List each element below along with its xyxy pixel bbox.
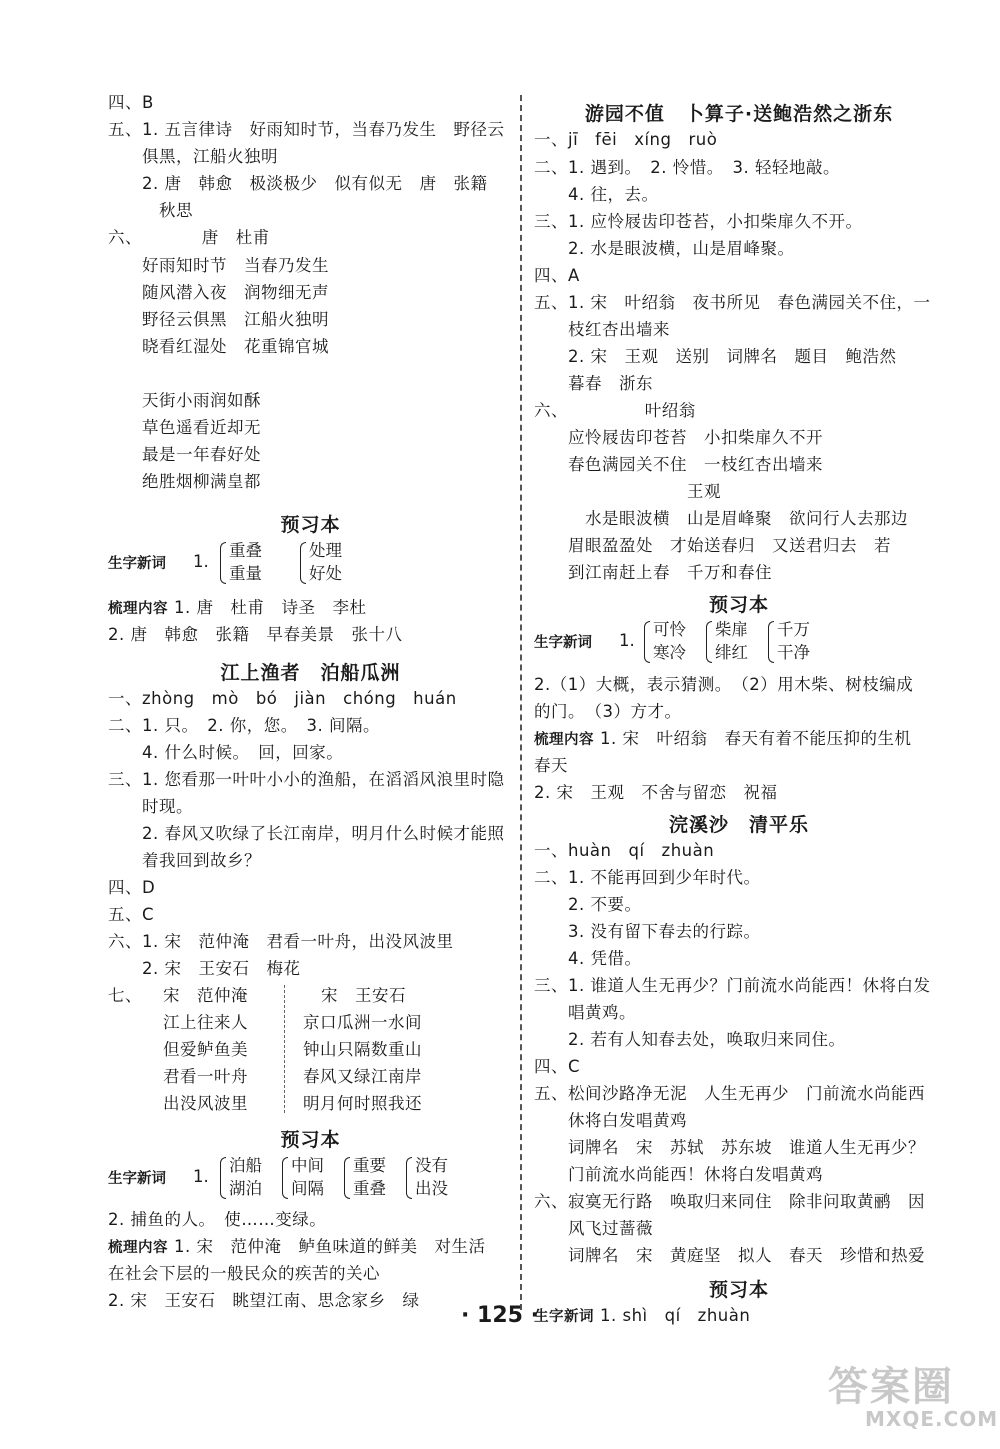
label-sort: 梳理内容 — [108, 1240, 168, 1256]
answer-line: 的门。 （3）方才。 — [534, 702, 682, 721]
section-heading: 游园不值 卜算子·送鲍浩然之浙东 — [584, 103, 894, 125]
new-words-row — [108, 1155, 508, 1203]
item-number: 1. — [619, 631, 635, 650]
answer-line: 4. 凭借。 — [534, 949, 642, 968]
answer-line: 一、jī fēi xíng ruò — [534, 130, 718, 149]
answer-line: 唱黄鸡。 — [534, 1003, 636, 1022]
brace-word: 绯红 — [715, 643, 748, 662]
new-words-row — [534, 619, 934, 667]
label-new-words: 生字新词 — [534, 1309, 594, 1325]
watermark-brand: 答案圈 — [828, 1364, 954, 1410]
brace-mark — [644, 621, 650, 663]
sort-line — [108, 597, 367, 620]
answer-line: 2. 水是眼波横，山是眉峰聚。 — [534, 239, 795, 258]
label-new-words: 生字新词 — [108, 556, 166, 572]
brace-word: 重量 — [229, 564, 262, 583]
answer-line: 词牌名 宋 黄庭坚 拟人 春天 珍惜和热爱 — [534, 1246, 925, 1265]
answer-line: 时现。 — [108, 797, 193, 816]
poem-line: 水是眼波横 山是眉峰聚 欲问行人去那边 — [534, 509, 908, 528]
answer-line: 2. 若有人知春去处，唤取归来同住。 — [534, 1030, 846, 1049]
watermark-domain: MXQE.COM — [865, 1407, 999, 1431]
answer-line: 休将白发唱黄鸡 — [534, 1111, 687, 1130]
poem-line: 天街小雨润如酥 — [108, 391, 261, 410]
answer-line: 2.（1）大概，表示猜测。 （2）用木柴、树枝编成 — [534, 675, 914, 694]
answer-line: 二、1. 只。 2. 你，您。 3. 间隔。 — [108, 716, 380, 735]
answer-line: 2. 不要。 — [534, 895, 642, 914]
answer-line: 2. 宋 王安石 梅花 — [108, 959, 301, 978]
poem-line: 随风潜入夜 润物细无声 — [108, 283, 329, 302]
poem-line: 到江南赶上春 千万和春住 — [534, 563, 772, 582]
answer-line: 四、B — [108, 93, 154, 112]
answer-line: 五、1. 宋 叶绍翁 夜书所见 春色满园关不住，一 — [534, 293, 931, 312]
poem-line: 春色满园关不住 一枝红杏出墙来 — [534, 455, 823, 474]
brace-word: 间隔 — [291, 1179, 324, 1198]
label-new-words: 生字新词 — [534, 635, 592, 651]
answer-line: 四、A — [534, 266, 580, 285]
label-sort: 梳理内容 — [534, 732, 594, 748]
poem-line: 明月何时照我还 — [303, 1094, 422, 1113]
answer-line: 五、C — [108, 905, 155, 924]
brace-word: 处理 — [309, 541, 342, 560]
brace-mark — [220, 542, 226, 584]
poem-line: 宋 王安石 — [321, 986, 406, 1005]
poem-line: 最是一年春好处 — [108, 445, 261, 464]
answer-line: 暮春 浙东 — [534, 374, 653, 393]
answer-line: 二、1. 遇到。 2. 怜惜。 3. 轻轻地敲。 — [534, 158, 840, 177]
answer-line: 六、 唐 杜甫 — [108, 228, 270, 247]
answer-line: 五、1. 五言律诗 好雨知时节，当春乃发生 野径云 — [108, 120, 505, 139]
page-number: · 125 · — [461, 1303, 539, 1328]
brace-mark — [768, 621, 774, 663]
brace-word: 出没 — [415, 1179, 448, 1198]
section-heading: 预习本 — [280, 514, 341, 536]
sort-line: 在社会下层的一般民众的疾苦的关心 — [108, 1264, 380, 1283]
answer-line: 秋思 — [108, 201, 193, 220]
item-number: 1. — [193, 552, 209, 571]
poem-line: 绝胜烟柳满皇都 — [108, 472, 261, 491]
poem-line: 好雨知时节 当春乃发生 — [108, 256, 329, 275]
section-heading: 江上渔者 泊船瓜洲 — [220, 662, 401, 684]
answer-line: 六、 叶绍翁 — [534, 401, 696, 420]
poem-line: 钟山只隔数重山 — [303, 1040, 422, 1059]
answer-line: 六、寂寞无行路 唤取归来同住 除非问取黄鹂 因 — [534, 1192, 925, 1211]
label-new-words: 生字新词 — [108, 1171, 166, 1187]
poem-line: 王观 — [534, 482, 721, 501]
answer-line: 三、1. 您看那一叶叶小小的渔船，在滔滔风浪里时隐 — [108, 770, 505, 789]
poem-line: 野径云俱黑 江船火独明 — [108, 310, 329, 329]
poem-line: 应怜屐齿印苍苔 小扣柴扉久不开 — [534, 428, 823, 447]
brace-word: 可怜 — [653, 620, 686, 639]
brace-word: 重叠 — [353, 1179, 386, 1198]
poem-line: 京口瓜洲一水间 — [303, 1013, 422, 1032]
answer-line: 3. 没有留下春去的行踪。 — [534, 922, 761, 941]
answer-line: 二、1. 不能再回到少年时代。 — [534, 868, 761, 887]
poem-line: 春风又绿江南岸 — [303, 1067, 422, 1086]
brace-word: 泊船 — [229, 1156, 262, 1175]
brace-mark — [344, 1157, 350, 1199]
poem-line: 草色遥看近却无 — [108, 418, 261, 437]
brace-word: 湖泊 — [229, 1179, 262, 1198]
answer-line: 2. 春风又吹绿了长江南岸，明月什么时候才能照 — [108, 824, 505, 843]
brace-mark — [282, 1157, 288, 1199]
sort-line: 2. 宋 王观 不舍与留恋 祝福 — [534, 783, 778, 802]
brace-word: 重要 — [353, 1156, 386, 1175]
sort-text: 1. 唐 杜甫 诗圣 李杜 — [174, 598, 367, 617]
brace-word: 重叠 — [229, 541, 262, 560]
poem-line: 宋 范仲淹 — [163, 986, 248, 1005]
sort-line — [534, 728, 912, 751]
brace-word: 干净 — [777, 643, 810, 662]
sort-line: 2. 宋 王安石 眺望江南、思念家乡 绿 — [108, 1291, 420, 1310]
brace-mark — [300, 542, 306, 584]
poem-line: 君看一叶舟 — [163, 1067, 248, 1086]
poem-line: 晓看红湿处 花重锦官城 — [108, 337, 329, 356]
answer-line: 2. 捕鱼的人。 使……变绿。 — [108, 1210, 327, 1229]
poem-line: 但爱鲈鱼美 — [163, 1040, 248, 1059]
pinyin-text: 1. shì qí zhuàn — [600, 1306, 751, 1325]
answer-line: 2. 宋 王观 送别 词牌名 题目 鲍浩然 — [534, 347, 897, 366]
answer-line: 风飞过蔷薇 — [534, 1219, 653, 1238]
item-number: 1. — [193, 1167, 209, 1186]
answer-line: 四、C — [534, 1057, 581, 1076]
sort-text: 1. 宋 范仲淹 鲈鱼味道的鲜美 对生活 — [174, 1237, 486, 1256]
brace-word: 寒冷 — [653, 643, 686, 662]
watermark-logo — [820, 1355, 999, 1435]
label-sort: 梳理内容 — [108, 601, 168, 617]
section-heading: 预习本 — [708, 1279, 769, 1301]
answer-line: 词牌名 宋 苏轼 苏东坡 谁道人生无再少？ — [534, 1138, 925, 1157]
poem-line: 出没风波里 — [163, 1094, 248, 1113]
section-heading: 预习本 — [280, 1129, 341, 1151]
answer-line: 枝红杏出墙来 — [534, 320, 670, 339]
answer-line: 三、1. 谁道人生无再少？门前流水尚能西！休将白发 — [534, 976, 931, 995]
section-heading: 预习本 — [708, 594, 769, 616]
answer-line: 六、1. 宋 范仲淹 君看一叶舟，出没风波里 — [108, 932, 454, 951]
answer-line: 2. 唐 韩愈 极淡极少 似有似无 唐 张籍 — [108, 174, 488, 193]
answer-line: 4. 往，去。 — [534, 185, 659, 204]
brace-mark — [406, 1157, 412, 1199]
sort-line — [108, 1236, 486, 1259]
sort-line: 春天 — [534, 756, 568, 775]
answer-line: 4. 什么时候。 回，回家。 — [108, 743, 344, 762]
sort-text: 1. 宋 叶绍翁 春天有着不能压抑的生机 — [600, 729, 912, 748]
poem-divider — [284, 985, 285, 1113]
brace-word: 柴扉 — [715, 620, 748, 639]
column-divider — [520, 95, 522, 1310]
answer-line: 门前流水尚能西！休将白发唱黄鸡 — [534, 1165, 823, 1184]
new-words-row — [108, 540, 508, 588]
answer-line: 着我回到故乡？ — [108, 851, 261, 870]
brace-word: 没有 — [415, 1156, 448, 1175]
poem-line: 江上往来人 — [163, 1013, 248, 1032]
answer-line: 一、zhòng mò bó jiàn chóng huán — [108, 689, 457, 708]
item-label: 七、 — [108, 986, 142, 1005]
answer-line: 一、huàn qí zhuàn — [534, 841, 715, 860]
answer-line: 四、D — [108, 878, 156, 897]
section-heading: 浣溪沙 清平乐 — [668, 814, 809, 836]
answer-line: 五、松间沙路净无泥 人生无再少 门前流水尚能西 — [534, 1084, 925, 1103]
brace-word: 中间 — [291, 1156, 324, 1175]
answer-line: 三、1. 应怜屐齿印苍苔，小扣柴扉久不开。 — [534, 212, 863, 231]
brace-word: 好处 — [309, 564, 342, 583]
brace-mark — [706, 621, 712, 663]
brace-mark — [220, 1157, 226, 1199]
brace-word: 千万 — [777, 620, 810, 639]
sort-line: 2. 唐 韩愈 张籍 早春美景 张十八 — [108, 625, 403, 644]
poem-line: 眉眼盈盈处 才始送春归 又送君归去 若 — [534, 536, 891, 555]
answer-line: 俱黑，江船火独明 — [108, 147, 278, 166]
